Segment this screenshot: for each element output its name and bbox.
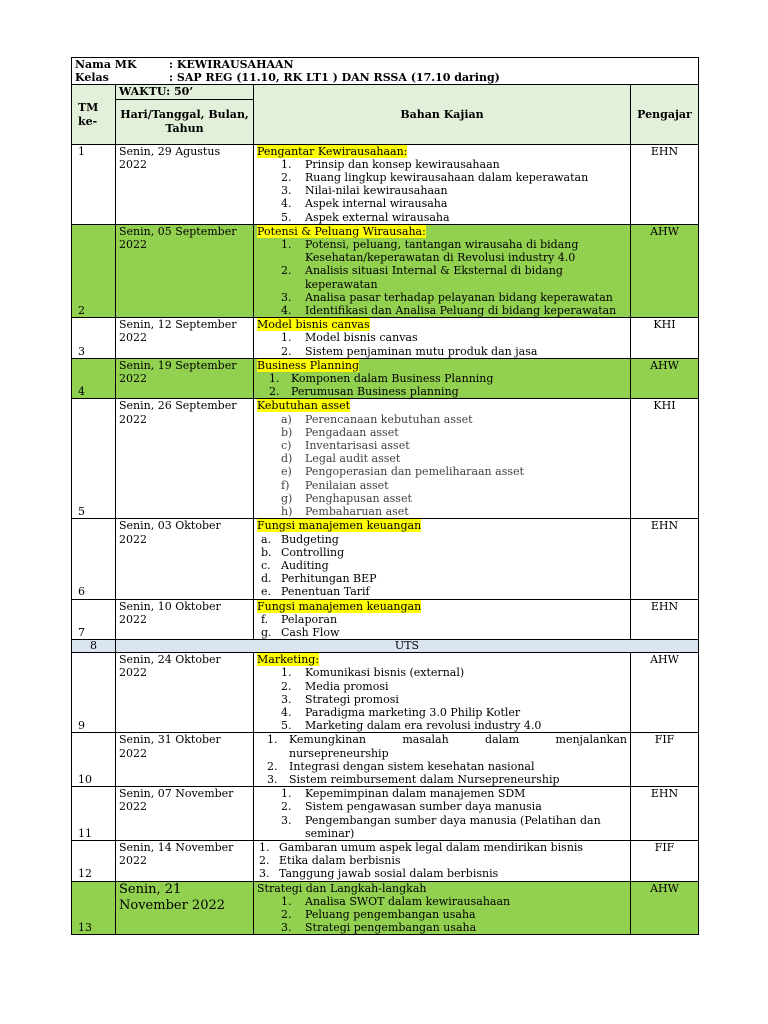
item-number: 1. bbox=[267, 733, 278, 747]
item-text: Identifikasi dan Analisa Peluang di bidang keperawatan bbox=[305, 304, 617, 318]
tm-cell: 13 bbox=[72, 881, 116, 935]
table-row bbox=[72, 733, 699, 787]
item-text: Sistem reimbursement dalam Nursepreneurship bbox=[289, 772, 560, 786]
item-number: 2. bbox=[259, 854, 270, 868]
content-cell bbox=[254, 224, 631, 317]
item-text: Analisa pasar terhadap pelayanan bidang keperawatan bbox=[305, 290, 613, 304]
header-waktu-text: WAKTU: 50’ bbox=[119, 85, 194, 99]
item-text: Legal audit asset bbox=[305, 452, 401, 466]
list-item bbox=[257, 895, 627, 908]
content-cell bbox=[254, 358, 631, 399]
tm-cell: 10 bbox=[72, 733, 116, 787]
item-number: 1. bbox=[281, 894, 292, 908]
item-number: 4. bbox=[281, 197, 292, 211]
list-item bbox=[257, 291, 627, 304]
date-cell: Senin, 03 Oktober 2022 bbox=[116, 519, 254, 599]
date-cell: Senin, 12 September 2022 bbox=[116, 318, 254, 359]
list-item bbox=[257, 158, 627, 171]
item-text: Integrasi dengan sistem kesehatan nasional bbox=[289, 759, 535, 773]
topic-title: Model bisnis canvas bbox=[257, 318, 370, 332]
list-item bbox=[257, 452, 627, 465]
item-number: 2. bbox=[281, 907, 292, 921]
item-number: d) bbox=[281, 452, 293, 466]
list-item bbox=[257, 439, 627, 452]
header-pengajar-text: Pengajar bbox=[637, 107, 692, 121]
content-cell bbox=[254, 318, 631, 359]
date-cell: Senin, 05 September 2022 bbox=[116, 224, 254, 317]
item-number: g) bbox=[281, 491, 293, 505]
item-text: Nilai-nilai kewirausahaan bbox=[305, 184, 448, 198]
uts-row bbox=[72, 640, 699, 653]
table-row bbox=[72, 653, 699, 733]
item-text: Etika dalam berbisnis bbox=[279, 854, 401, 868]
item-text: Auditing bbox=[281, 558, 329, 572]
course-info-row bbox=[72, 58, 699, 85]
list-item bbox=[257, 413, 627, 426]
list-item bbox=[257, 814, 627, 840]
item-text: Model bisnis canvas bbox=[305, 331, 418, 345]
item-text: Analisis situasi Internal & Eksternal di bidang keperawatan bbox=[305, 264, 563, 291]
content-cell bbox=[254, 733, 631, 787]
content-cell bbox=[254, 653, 631, 733]
list-item bbox=[257, 787, 627, 800]
topic-title: Kebutuhan asset bbox=[257, 399, 351, 413]
item-list bbox=[257, 158, 627, 224]
date-cell: Senin, 07 November 2022 bbox=[116, 787, 254, 841]
item-text: Penilaian asset bbox=[305, 478, 389, 492]
item-number: 4. bbox=[281, 705, 292, 719]
date-cell: Senin, 24 Oktober 2022 bbox=[116, 653, 254, 733]
tm-cell: 7 bbox=[72, 599, 116, 640]
table-row bbox=[72, 399, 699, 519]
item-text: Penentuan Tarif bbox=[281, 585, 370, 599]
item-text: Pembaharuan aset bbox=[305, 505, 409, 519]
topic-title: Pengantar Kewirausahaan: bbox=[257, 144, 408, 158]
list-item bbox=[257, 479, 627, 492]
pengajar-cell: EHN bbox=[631, 787, 699, 841]
list-item bbox=[257, 572, 627, 585]
table-row bbox=[72, 224, 699, 317]
topic-title: Strategi dan Langkah-langkah bbox=[257, 881, 427, 895]
pengajar-cell: AHW bbox=[631, 653, 699, 733]
item-text: Pelaporan bbox=[281, 612, 338, 626]
uts-cell: UTS bbox=[116, 640, 699, 653]
list-item bbox=[257, 426, 627, 439]
header-tm bbox=[72, 85, 116, 144]
content-cell bbox=[254, 599, 631, 640]
item-number: 3. bbox=[281, 921, 292, 935]
tm-cell: 11 bbox=[72, 787, 116, 841]
pengajar-cell: KHI bbox=[631, 399, 699, 519]
item-number: 2. bbox=[281, 264, 292, 278]
tm-cell: 4 bbox=[72, 358, 116, 399]
item-number: 1. bbox=[259, 840, 270, 854]
item-number: 2. bbox=[269, 385, 280, 399]
date-cell: Senin, 31 Oktober 2022 bbox=[116, 733, 254, 787]
item-number: a) bbox=[281, 412, 292, 426]
table-row bbox=[72, 358, 699, 399]
date-cell: Senin, 26 September 2022 bbox=[116, 399, 254, 519]
item-text: Kemungkinan masalah dalam menjalankan nursepreneurship bbox=[289, 733, 627, 760]
item-text: Analisa SWOT dalam kewirausahaan bbox=[305, 894, 511, 908]
table-row bbox=[72, 519, 699, 599]
list-item bbox=[257, 841, 627, 854]
header-tm-text: TM ke- bbox=[78, 101, 99, 128]
item-list bbox=[257, 331, 627, 357]
item-number: 3. bbox=[259, 867, 270, 881]
item-text: Media promosi bbox=[305, 679, 389, 693]
pengajar-cell: KHI bbox=[631, 318, 699, 359]
item-number: 2. bbox=[281, 344, 292, 358]
list-item bbox=[257, 331, 627, 344]
item-number: 3. bbox=[281, 813, 292, 827]
kelas-value: : SAP REG (11.10, RK LT1 ) DAN RSSA (17.10 daring) bbox=[169, 71, 500, 85]
item-number: 1. bbox=[281, 331, 292, 345]
list-item bbox=[257, 304, 627, 317]
item-text: Aspek external wirausaha bbox=[305, 210, 450, 224]
list-item bbox=[257, 372, 627, 385]
item-text: Sistem pengawasan sumber daya manusia bbox=[305, 800, 542, 814]
item-number: d. bbox=[261, 572, 272, 586]
list-item bbox=[257, 921, 627, 934]
item-number: 1. bbox=[281, 787, 292, 801]
item-number: 1. bbox=[281, 157, 292, 171]
item-number: 3. bbox=[267, 772, 278, 786]
item-number: a. bbox=[261, 532, 272, 546]
table-row bbox=[72, 840, 699, 881]
item-number: e. bbox=[261, 585, 272, 599]
list-item bbox=[257, 800, 627, 813]
item-text: Inventarisasi asset bbox=[305, 439, 410, 453]
list-item bbox=[257, 385, 627, 398]
pengajar-cell: EHN bbox=[631, 599, 699, 640]
list-item bbox=[257, 211, 627, 224]
item-text: Potensi, peluang, tantangan wirausaha di bidang Kesehatan/keperawatan di Revolusi industry 4.0 bbox=[305, 238, 579, 265]
tm-cell: 5 bbox=[72, 399, 116, 519]
item-text: Gambaran umum aspek legal dalam mendirikan bisnis bbox=[279, 840, 584, 854]
content-cell bbox=[254, 881, 631, 935]
item-text: Komunikasi bisnis (external) bbox=[305, 666, 465, 680]
item-list bbox=[257, 666, 627, 732]
list-item bbox=[257, 680, 627, 693]
header-hari bbox=[116, 99, 254, 144]
item-text: Perumusan Business planning bbox=[291, 385, 459, 399]
item-number: 3. bbox=[281, 184, 292, 198]
tm-cell: 6 bbox=[72, 519, 116, 599]
table-row bbox=[72, 144, 699, 224]
item-text: Penghapusan asset bbox=[305, 491, 412, 505]
item-list bbox=[257, 787, 627, 840]
item-text: Ruang lingkup kewirausahaan dalam keperawatan bbox=[305, 171, 589, 185]
item-number: 3. bbox=[281, 290, 292, 304]
item-number: h) bbox=[281, 505, 293, 519]
list-item bbox=[257, 171, 627, 184]
item-number: 1. bbox=[281, 238, 292, 252]
pengajar-cell: EHN bbox=[631, 519, 699, 599]
list-item bbox=[257, 264, 627, 290]
item-list bbox=[257, 413, 627, 519]
item-number: 3. bbox=[281, 692, 292, 706]
item-number: 2. bbox=[281, 679, 292, 693]
date-cell: Senin, 10 Oktober 2022 bbox=[116, 599, 254, 640]
item-number: 2. bbox=[281, 171, 292, 185]
item-number: b) bbox=[281, 425, 293, 439]
topic-title: Marketing: bbox=[257, 653, 320, 667]
pengajar-cell: AHW bbox=[631, 881, 699, 935]
item-number: f) bbox=[281, 478, 290, 492]
item-number: g. bbox=[261, 625, 272, 639]
topic-title: Potensi & Peluang Wirausaha: bbox=[257, 224, 426, 238]
header-hari-text: Hari/Tanggal, Bulan, Tahun bbox=[120, 108, 249, 135]
item-text: Cash Flow bbox=[281, 625, 340, 639]
list-item bbox=[257, 719, 627, 732]
item-text: Peluang pengembangan usaha bbox=[305, 907, 476, 921]
item-text: Budgeting bbox=[281, 532, 339, 546]
content-cell bbox=[254, 144, 631, 224]
table-row bbox=[72, 787, 699, 841]
tm-cell: 2 bbox=[72, 224, 116, 317]
tm-cell: 3 bbox=[72, 318, 116, 359]
item-list bbox=[257, 238, 627, 317]
item-number: b. bbox=[261, 545, 272, 559]
item-text: Pengoperasian dan pemeliharaan asset bbox=[305, 465, 524, 479]
item-text: Prinsip dan konsep kewirausahaan bbox=[305, 157, 500, 171]
item-text: Controlling bbox=[281, 545, 345, 559]
nama-mk-label: Nama MK bbox=[75, 58, 137, 71]
date-cell: Senin, 14 November 2022 bbox=[116, 840, 254, 881]
item-number: c. bbox=[261, 558, 271, 572]
list-item bbox=[257, 733, 627, 759]
date-cell: Senin, 19 September 2022 bbox=[116, 358, 254, 399]
tm-cell: 9 bbox=[72, 653, 116, 733]
list-item bbox=[257, 533, 627, 546]
list-item bbox=[257, 626, 627, 639]
item-text: Marketing dalam era revolusi industry 4.0 bbox=[305, 719, 542, 733]
item-number: f. bbox=[261, 612, 269, 626]
table-row bbox=[72, 881, 699, 935]
course-info-cell bbox=[72, 58, 699, 85]
item-text: Strategi pengembangan usaha bbox=[305, 921, 477, 935]
topic-title: Fungsi manajemen keuangan bbox=[257, 599, 422, 613]
item-number: 5. bbox=[281, 210, 292, 224]
list-item bbox=[257, 197, 627, 210]
tm-cell: 8 bbox=[72, 640, 116, 653]
list-item bbox=[257, 908, 627, 921]
content-cell bbox=[254, 519, 631, 599]
item-number: 2. bbox=[267, 759, 278, 773]
item-text: Sistem penjaminan mutu produk dan jasa bbox=[305, 344, 538, 358]
list-item bbox=[257, 345, 627, 358]
date-cell: Senin, 21 November 2022 bbox=[116, 881, 254, 935]
item-text: Perencanaan kebutuhan asset bbox=[305, 412, 473, 426]
pengajar-cell: AHW bbox=[631, 358, 699, 399]
content-cell bbox=[254, 787, 631, 841]
list-item bbox=[257, 559, 627, 572]
list-item bbox=[257, 773, 627, 786]
list-item bbox=[257, 465, 627, 478]
item-text: Komponen dalam Business Planning bbox=[291, 372, 494, 386]
item-text: Kepemimpinan dalam manajemen SDM bbox=[305, 787, 526, 801]
item-text: Perhitungan BEP bbox=[281, 572, 377, 586]
pengajar-cell: EHN bbox=[631, 144, 699, 224]
list-item bbox=[257, 505, 627, 518]
item-list bbox=[257, 613, 627, 639]
header-bahan-text: Bahan Kajian bbox=[400, 107, 484, 121]
content-cell bbox=[254, 840, 631, 881]
list-item bbox=[257, 546, 627, 559]
item-list bbox=[257, 733, 627, 786]
item-number: c) bbox=[281, 439, 292, 453]
header-pengajar bbox=[631, 85, 699, 144]
course-schedule-table bbox=[71, 57, 699, 935]
item-text: Aspek internal wirausaha bbox=[305, 197, 448, 211]
list-item bbox=[257, 585, 627, 598]
item-list bbox=[257, 841, 627, 881]
item-number: 1. bbox=[269, 372, 280, 386]
item-text: Pengembangan sumber daya manusia (Pelatihan dan seminar) bbox=[305, 813, 601, 840]
list-item bbox=[257, 238, 627, 264]
list-item bbox=[257, 613, 627, 626]
pengajar-cell: FIF bbox=[631, 733, 699, 787]
item-number: 1. bbox=[281, 666, 292, 680]
list-item bbox=[257, 693, 627, 706]
content-cell bbox=[254, 399, 631, 519]
item-list bbox=[257, 533, 627, 599]
item-number: 2. bbox=[281, 800, 292, 814]
kelas-label: Kelas bbox=[75, 71, 109, 85]
topic-title: Business Planning bbox=[257, 358, 360, 372]
item-list bbox=[257, 372, 627, 398]
topic-title: Fungsi manajemen keuangan bbox=[257, 519, 422, 533]
item-list bbox=[257, 895, 627, 935]
list-item bbox=[257, 867, 627, 880]
item-text: Pengadaan asset bbox=[305, 425, 399, 439]
tm-cell: 1 bbox=[72, 144, 116, 224]
item-number: 5. bbox=[281, 719, 292, 733]
item-number: 4. bbox=[281, 304, 292, 318]
tm-cell: 12 bbox=[72, 840, 116, 881]
list-item bbox=[257, 492, 627, 505]
header-bahan bbox=[254, 85, 631, 144]
header-waktu bbox=[116, 85, 254, 99]
table-row bbox=[72, 599, 699, 640]
list-item bbox=[257, 854, 627, 867]
nama-mk-value: : KEWIRAUSAHAAN bbox=[169, 58, 294, 71]
pengajar-cell: FIF bbox=[631, 840, 699, 881]
item-number: e) bbox=[281, 465, 292, 479]
list-item bbox=[257, 706, 627, 719]
pengajar-cell: AHW bbox=[631, 224, 699, 317]
table-row bbox=[72, 318, 699, 359]
item-text: Paradigma marketing 3.0 Philip Kotler bbox=[305, 705, 521, 719]
header-row-1 bbox=[72, 85, 699, 99]
list-item bbox=[257, 760, 627, 773]
date-cell: Senin, 29 Agustus 2022 bbox=[116, 144, 254, 224]
item-text: Tanggung jawab sosial dalam berbisnis bbox=[279, 867, 499, 881]
list-item bbox=[257, 666, 627, 679]
item-text: Strategi promosi bbox=[305, 692, 399, 706]
list-item bbox=[257, 184, 627, 197]
